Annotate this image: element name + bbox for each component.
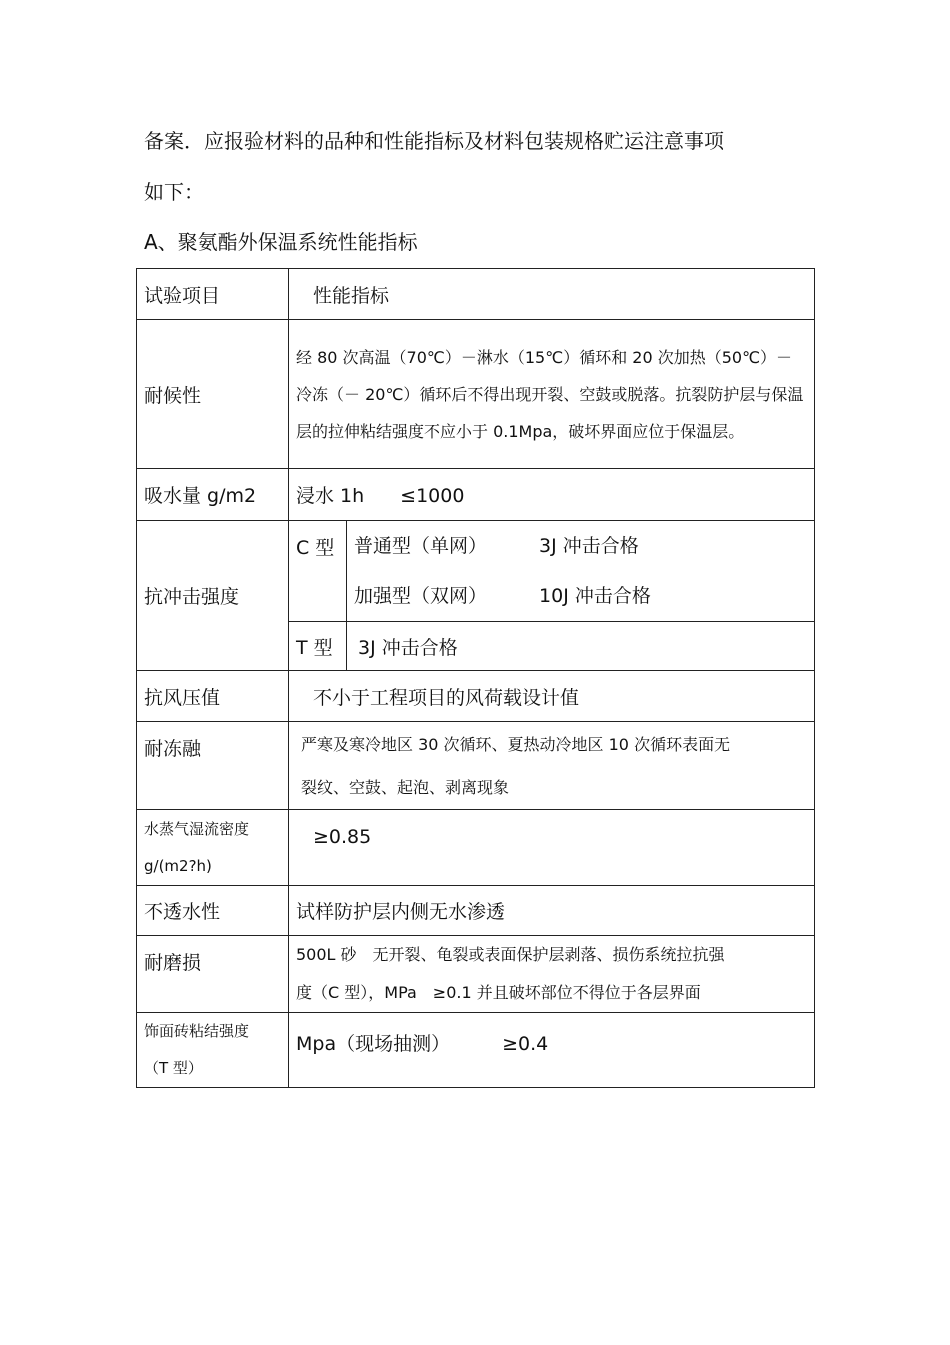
water-absorption-label: 吸水量 g/m2 [137,469,289,521]
row-impermeability [137,886,815,936]
freeze-thaw-value [289,722,815,810]
header-spec: 性能指标 [289,269,815,320]
wind-pressure-value: 不小于工程项目的风荷载设计值 [289,671,815,722]
impact-c-normal-value: 3J 冲击合格 [539,535,639,557]
impact-c-reinforced-value: 10J 冲击合格 [539,585,651,607]
row-tile-bond [137,1013,815,1088]
vapor-value: ≥0.85 [289,810,815,886]
impact-c-reinforced-name: 加强型（双网） [354,585,488,607]
water-absorption-value [289,469,815,521]
tile-bond-label [137,1013,289,1088]
row-impact-c [137,521,815,622]
row-durability [137,320,815,469]
wind-pressure-label: 抗风压值 [137,671,289,722]
durability-label: 耐候性 [137,320,289,469]
row-vapor [137,810,815,886]
impact-c-type: C 型 [289,521,347,622]
impact-c-normal [354,521,814,571]
tile-bond-label-line-2: （T 型） [144,1059,203,1077]
freeze-thaw-label: 耐冻融 [137,722,289,810]
impact-t-type: T 型 [289,622,347,671]
intro-line-2: 如下： [144,180,204,204]
table-header-row [137,269,815,320]
row-abrasion [137,936,815,1013]
vapor-label [137,810,289,886]
abrasion-value [289,936,815,1013]
impact-t-value: 3J 冲击合格 [347,622,815,671]
water-absorption-condition: 浸水 1h [296,485,365,507]
vapor-label-line-1: 水蒸气湿流密度 [144,819,250,838]
impact-c-values [347,521,815,622]
abrasion-label: 耐磨损 [137,936,289,1013]
intro-line-1: 备案．应报验材料的品种和性能指标及材料包装规格贮运注意事项 [144,129,724,153]
row-water-absorption [137,469,815,521]
water-absorption-limit: ≤1000 [400,485,465,507]
impermeability-label: 不透水性 [137,886,289,936]
row-freeze-thaw [137,722,815,810]
abrasion-line-2: 度（C 型），MPa ≥0.1 并且破坏部位不得位于各层界面 [296,983,701,1002]
impermeability-value: 试样防护层内侧无水渗透 [289,886,815,936]
durability-value: 经 80 次高温（70℃）－淋水（15℃）循环和 20 次加热（50℃）－冷冻（－ 20℃）循环后不得出现开裂、空鼓或脱落。抗裂防护层与保温层的拉伸粘结强度不应小于 0.1Mpa，破坏界面应位于保温层。 [289,320,815,469]
tile-bond-value [289,1013,815,1088]
impact-label: 抗冲击强度 [137,521,289,671]
impact-c-reinforced [354,571,814,621]
row-wind-pressure [137,671,815,722]
tile-bond-condition: Mpa（现场抽测） [296,1033,451,1055]
freeze-thaw-line-1: 严寒及寒冷地区 30 次循环、夏热动冷地区 10 次循环表面无 [301,734,731,754]
impact-c-normal-name: 普通型（单网） [354,535,488,557]
tile-bond-label-line-1: 饰面砖粘结强度 [144,1022,250,1040]
tile-bond-limit: ≥0.4 [502,1033,549,1055]
vapor-label-line-2: g/(m2?h) [144,856,212,875]
section-title: A、聚氨酯外保温系统性能指标 [144,230,418,254]
freeze-thaw-line-2: 裂纹、空鼓、起泡、剥离现象 [301,777,510,797]
performance-table [136,268,815,1088]
header-test-item: 试验项目 [137,269,289,320]
abrasion-line-1: 500L 砂 无开裂、龟裂或表面保护层剥落、损伤系统拉抗强 [296,945,725,964]
